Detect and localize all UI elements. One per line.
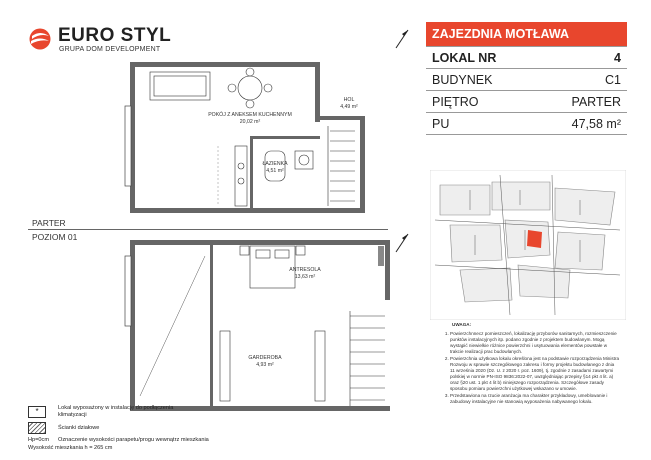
info-row-lokal (426, 46, 627, 69)
info-row-pietro (426, 91, 627, 113)
room-name: GARDEROBA (248, 355, 282, 361)
floor-divider (28, 229, 388, 230)
room-area: 4,49 m² (340, 104, 358, 110)
floor-plan-mezzanine (110, 236, 410, 416)
partition-wall-hatch-icon (28, 422, 46, 434)
room-area: 13,63 m² (294, 274, 316, 280)
room-name: ŁAZIENKA (262, 161, 288, 167)
investment-title: ZAJEZDNIA MOTŁAWA (426, 22, 627, 46)
brand-tagline: GRUPA DOM DEVELOPMENT (59, 46, 161, 53)
info-key: BUDYNEK (432, 72, 493, 87)
info-row-budynek (426, 69, 627, 91)
room-name: POKÓJ Z ANEKSEM KUCHENNYM (208, 112, 292, 118)
info-key: PIĘTRO (432, 94, 479, 109)
north-arrow-icon (392, 28, 412, 50)
floor-label-ground: PARTER (32, 218, 66, 228)
room-area: 20,02 m² (239, 119, 261, 125)
note-item: 3. Przedstawiona na rzucie aranżacja ma charakter przykładowy, umeblowanie i zabudowy instalacyjne nie stanowią wyposażenia nabywanego lokalu. (450, 393, 620, 405)
height-note: Wysokość mieszkania h = 265 cm (28, 445, 113, 451)
room-label (255, 161, 295, 175)
legend-item (28, 437, 328, 443)
room-label (240, 355, 290, 369)
apartment-location-marker (527, 230, 542, 248)
brand-name: EURO STYL (58, 25, 172, 46)
info-key: LOKAL NR (432, 50, 497, 65)
room-label (334, 97, 364, 111)
info-value: PARTER (571, 94, 621, 109)
room-label (280, 267, 330, 281)
legend (28, 405, 328, 451)
room-label (200, 112, 300, 126)
floor-plan-ground (110, 56, 410, 216)
info-value: 47,58 m² (571, 116, 621, 131)
info-row-pu (426, 113, 627, 135)
legend-label: Ścianki działowe (58, 425, 100, 431)
info-key: PU (432, 116, 450, 131)
ac-asterisk-icon: * (28, 406, 46, 418)
site-plan-map (430, 170, 626, 320)
apartment-info-panel (426, 22, 627, 135)
room-area: 4,93 m² (256, 362, 274, 368)
info-value: C1 (605, 72, 621, 87)
legend-label: Oznaczenie wysokości parapetu/progu wewnątrz mieszkania (58, 437, 209, 443)
note-item: 1. Powierzchnnecz pomieszczeń, lokalizację przyborów sanitarnych, rozmieszczenie punktów instalacyjnych itp. podano zgodnie z projektem budowlanym. Mogą wystąpić niewielkie różnice powierzchni i usytuowania elementów powstałe w trakcie realizacji prac budowlanych. (450, 331, 620, 355)
notes-block (440, 322, 620, 406)
legend-item (28, 405, 328, 419)
floor-label-mezzanine: POZIOM 01 (32, 232, 78, 242)
room-name: ANTRESOLA (289, 267, 321, 273)
room-name: HOL (343, 97, 355, 103)
sill-height-symbol: Hp=0cm (28, 437, 49, 443)
info-value: 4 (614, 50, 621, 65)
legend-label: Lokal wyposażony w instalację do podłączenia klimatyzacji (58, 405, 174, 418)
room-area: 4,51 m² (266, 168, 284, 174)
logo (28, 25, 178, 55)
logo-mark-icon (28, 27, 52, 51)
notes-title: UWAGA: (452, 322, 472, 327)
note-item: 2. Powierzchnia użytkowa lokalu określona jest na podstawie rozporządzenia Ministra Rozwoju w sprawie szczegółowego zakresu i formy projektu budowlanego z dnia 11 września 2020 (Dz. U. z 2020 r. poz. 1609), tj. zgodnie z zasadami zawartymi polskiej w normie PN-ISO 9836:2022-07, uwzględniając przepisy §14 pkt 4 lit. a) oraz §20 ust. 1 pkt 4 lit b) niniejszego rozporządzenia. Szczegółowe zasady sposobu pomiaru powierzchni użytkowej wskazano w umowie. (450, 356, 620, 392)
legend-item (28, 422, 328, 434)
